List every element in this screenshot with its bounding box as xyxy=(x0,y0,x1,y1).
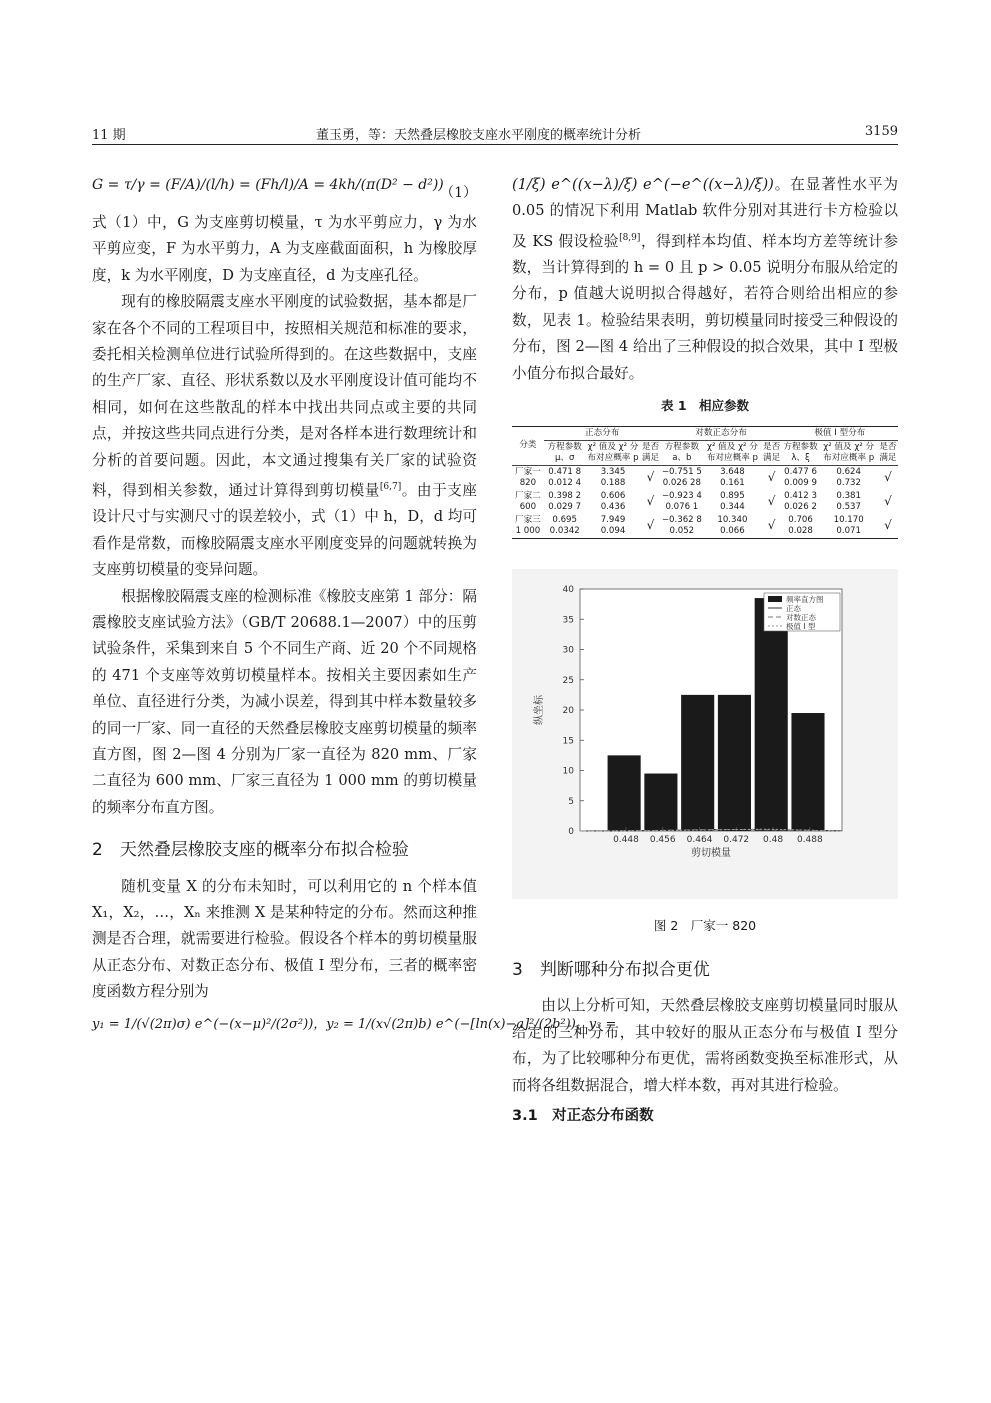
section-heading: 2 天然叠层橡胶支座的概率分布拟合检验 xyxy=(92,840,409,861)
legend-label: 频率直方图 xyxy=(786,594,824,604)
right-column xyxy=(512,172,898,1133)
paragraph xyxy=(92,289,477,583)
table-cell: 3.648 0.161 xyxy=(720,466,745,488)
table-cell: 10.170 0.071 xyxy=(820,514,878,539)
paragraph xyxy=(512,172,898,387)
table-title: 表 1 相应参数 xyxy=(660,398,750,414)
table-cell: 10.340 0.066 xyxy=(703,514,761,539)
y-axis-label: 纵坐标 xyxy=(534,694,545,725)
table-cell: 3.345 0.188 xyxy=(600,466,626,488)
table-header: χ² 值及 χ² 分布对应概率 p xyxy=(820,440,878,465)
table-header: 方程参数 μ、σ xyxy=(544,440,586,465)
equation-1 xyxy=(92,172,477,210)
equation-3: (1/ξ) e^((x−λ)/ξ) e^(−e^((x−λ)/ξ)) xyxy=(512,176,774,193)
table-cell: 0.412 3 0.026 2 xyxy=(784,490,817,512)
table-cell: 0.695 0.0342 xyxy=(544,514,586,539)
x-tick-label: 0.448 xyxy=(613,834,639,845)
table-cell: √ xyxy=(640,514,660,539)
equation-1-text: G = τ/γ = (F/A)/(l/h) = (Fh/l)/A = 4kh/(π(D² − d²)) xyxy=(92,177,444,193)
paragraph: 随机变量 X 的分布未知时，可以利用它的 n 个样本值 X₁，X₂，…，Xₙ 来推测 X 是某种特定的分布。然而这种推测是否合理，就需要进行检验。假设各个样本的剪切模量服从正态分布、对数正态分布、极值 Ⅰ 型分布，三者的概率密度函数方程分别为 xyxy=(92,877,477,1001)
y-tick-label: 35 xyxy=(562,614,574,625)
table-cell: 厂家一 820 xyxy=(515,466,541,488)
table-header: 方程参数 λ、ξ xyxy=(782,440,820,465)
table-cell: √ xyxy=(646,494,655,509)
issue-number: 11 期 xyxy=(92,128,126,143)
table-row xyxy=(512,490,898,514)
table-cell: √ xyxy=(767,470,776,485)
y-tick-label: 5 xyxy=(568,796,574,807)
table-cell: −0.362 8 0.052 xyxy=(660,514,703,539)
subsection-heading: 3.1 对正态分布函数 xyxy=(512,1107,654,1124)
histogram-bar xyxy=(718,694,751,830)
y-tick-label: 30 xyxy=(562,645,574,656)
citation: [8,9] xyxy=(619,232,641,243)
equation-2: y₁ = 1/(√(2π)σ) e^(−(x−μ)²/(2σ²))，y₂ = 1/(x√(2π)b) e^(−[ln(x)−a]²/(2b²))，y₃ = xyxy=(92,1016,617,1032)
y-tick-label: 25 xyxy=(562,675,574,686)
table-header: 分类 xyxy=(512,426,544,465)
citation: [6,7] xyxy=(379,482,402,493)
table-cell: 厂家二 600 xyxy=(515,490,541,512)
table-header: χ² 值及 χ² 分布对应概率 p xyxy=(586,440,641,465)
paragraph-text: ，得到样本均值、样本均方差等统计参数，当计算得到的 h = 0 且 p > 0.05 说明分布服从给定的分布，p 值越大说明拟合得越好，若符合则给出相应的参数，见表 1。检验结果表明，剪切模量同时接受三种假设的分布，图 2—图 4 给出了三种假设的拟合效果，其中 Ⅰ 型极小值分布拟合最好。 xyxy=(512,232,898,382)
table-header: χ² 值及 χ² 分布对应概率 p xyxy=(703,440,761,465)
legend-swatch xyxy=(768,596,782,602)
x-tick-label: 0.48 xyxy=(763,834,784,845)
legend-label: 极值 Ⅰ 型 xyxy=(786,621,816,631)
paragraph: 式（1）中，G 为支座剪切模量，τ 为水平剪应力，γ 为水平剪应变，F 为水平剪力，A 为支座截面面积，h 为橡胶厚度，k 为水平刚度，D 为支座直径，d 为支座孔径。 xyxy=(92,214,477,284)
table-cell: 0.381 0.537 xyxy=(836,490,861,512)
table-cell: √ xyxy=(646,470,655,485)
parameter-table xyxy=(512,426,898,539)
table-cell: 0.895 0.344 xyxy=(720,490,745,512)
legend-label: 正态 xyxy=(786,603,801,613)
histogram-bar xyxy=(681,694,714,830)
page-number: 3159 xyxy=(864,124,898,139)
table-cell: 0.706 0.028 xyxy=(782,514,820,539)
table-header: 是否满足 xyxy=(640,440,660,465)
y-tick-label: 10 xyxy=(562,766,574,777)
y-tick-label: 15 xyxy=(562,735,574,746)
paragraph: 由以上分析可知，天然叠层橡胶支座剪切模量同时服从给定的三种分布，其中较好的服从正态分布与极值 Ⅰ 型分布，为了比较哪种分布更优，需将函数变换至标准形式，从而将各组数据混合，增大样本数，再对其进行检验。 xyxy=(512,997,898,1094)
x-tick-label: 0.464 xyxy=(686,834,713,845)
table-cell: √ xyxy=(884,494,892,509)
table-cell: 0.606 0.436 xyxy=(600,490,626,512)
paragraph-text: 。由于支座设计尺寸与实测尺寸的误差较小，式（1）中 h，D，d 均可看作是常数，而橡胶隔震支座水平刚度变异的问题就转换为支座剪切模量的变异问题。 xyxy=(92,481,477,579)
table-header: 是否满足 xyxy=(762,440,782,465)
table-cell: 厂家三 1 000 xyxy=(512,514,544,539)
equation-1-number: （1） xyxy=(440,185,477,201)
paragraph-text: 。在显著性水平为 0.05 的情况下利用 Matlab 软件分别对其进行卡方检验以及 KS 假设检验 xyxy=(512,176,898,250)
x-tick-label: 0.456 xyxy=(649,834,676,845)
figure-caption: 图 2 厂家一 820 xyxy=(653,917,757,933)
table-group-header: 对数正态分布 xyxy=(660,426,781,440)
y-tick-label: 0 xyxy=(568,826,574,837)
figure-2 xyxy=(512,569,898,899)
table-cell: −0.923 4 0.076 1 xyxy=(661,490,702,512)
table-group-header: 正态分布 xyxy=(544,426,661,440)
table-header: 方程参数 a、b xyxy=(660,440,703,465)
table-row xyxy=(512,514,898,539)
table-cell: √ xyxy=(884,470,892,485)
table-cell: 0.624 0.732 xyxy=(836,466,861,488)
histogram-chart xyxy=(512,569,898,899)
table-header: 是否满足 xyxy=(878,440,898,465)
x-tick-label: 0.472 xyxy=(723,834,750,845)
histogram-bar xyxy=(755,598,788,831)
histogram-bar xyxy=(644,773,677,830)
table-cell: √ xyxy=(767,494,776,509)
table-cell: 7.949 0.094 xyxy=(586,514,641,539)
table-cell: √ xyxy=(878,514,898,539)
histogram-bar xyxy=(608,755,641,831)
running-title: 董玉勇，等：天然叠层橡胶支座水平刚度的概率统计分析 xyxy=(316,128,642,143)
table-cell: 0.477 6 0.009 9 xyxy=(784,466,817,488)
table-group-header: 极值 Ⅰ 型分布 xyxy=(782,426,898,440)
paragraph-text: 现有的橡胶隔震支座水平刚度的试验数据，基本都是厂家在各个不同的工程项目中，按照相关规范和标准的要求，委托相关检测单位进行试验所得到的。在这些数据中，支座的生产厂家、直径、形状系数以及水平刚度设计值可能均不相同，如何在这些散乱的样本中找出共同点或主要的共同点，并按这些共同点进行分类，是对各样本进行数理统计和分析的首要问题。因此，本文通过搜集有关厂家的试验资料，得到相关参数，通过计算得到剪切模量 xyxy=(92,293,477,499)
y-tick-label: 40 xyxy=(562,584,574,595)
x-tick-label: 0.488 xyxy=(796,834,823,845)
table-cell: √ xyxy=(762,514,782,539)
table-row xyxy=(512,465,898,490)
table-cell: −0.751 5 0.026 28 xyxy=(661,466,702,488)
table-cell: 0.398 2 0.029 7 xyxy=(548,490,582,512)
running-header xyxy=(92,122,898,145)
y-tick-label: 20 xyxy=(562,705,574,716)
paragraph: 根据橡胶隔震支座的检测标准《橡胶支座第 1 部分：隔震橡胶支座试验方法》（GB/T 20688.1—2007）中的压剪试验条件，采集到来自 5 个不同生产商、近 20 个不同规格的 471 个支座等效剪切模量样本。按相关主要因素如生产单位、直径进行分类，为减小误差，得到其中样本数量较多的同一厂家、同一直径的天然叠层橡胶支座剪切模量的频率直方图，图 2—图 4 分别为厂家一直径为 820 mm、厂家二直径为 600 mm、厂家三直径为 1 000 mm 的剪切模量的频率分布直方图。 xyxy=(92,587,477,816)
table-cell: 0.471 8 0.012 4 xyxy=(548,466,582,488)
section-heading: 3 判断哪种分布拟合更优 xyxy=(512,959,710,980)
histogram-bar xyxy=(791,713,824,831)
legend-label: 对数正态 xyxy=(786,612,816,622)
x-axis-label: 剪切模量 xyxy=(691,847,731,859)
